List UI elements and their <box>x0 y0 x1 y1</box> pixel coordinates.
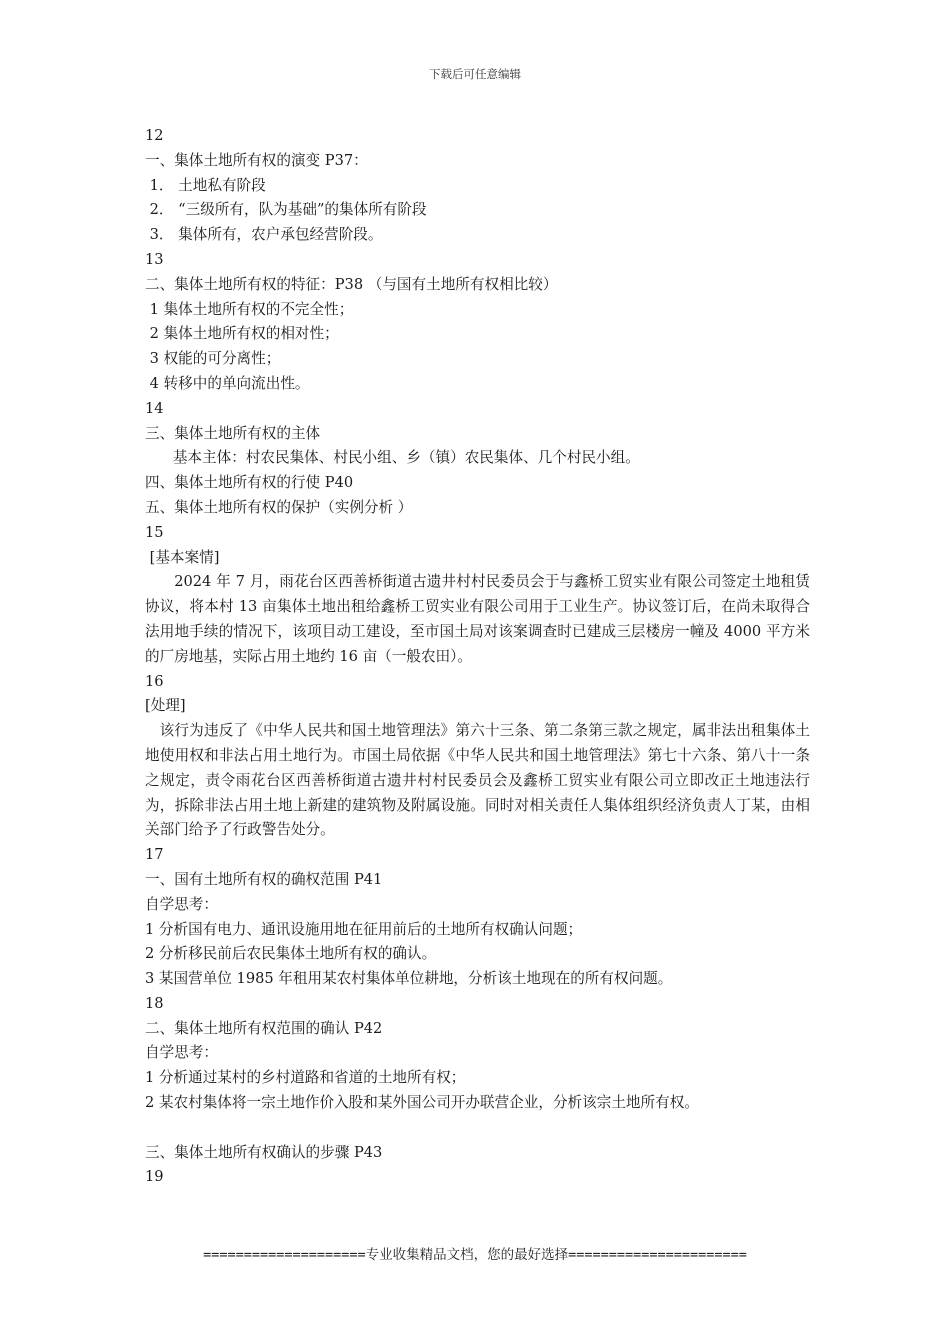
slide-number: 14 <box>145 399 164 417</box>
body-text: 基本主体：村农民集体、村民小组、乡（镇）农民集体、几个村民小组。 <box>145 449 640 467</box>
list-item: 1 分析国有电力、通讯设施用地在征用前后的土地所有权确认问题； <box>145 920 583 938</box>
list-item: 2． “三级所有，队为基础”的集体所有阶段 <box>145 201 427 219</box>
list-item: 4 转移中的单向流出性。 <box>145 374 310 392</box>
subheading: 自学思考： <box>145 895 218 913</box>
slide-number: 12 <box>145 127 164 144</box>
page-footer: ====================专业收集精品文档，您的最好选择====================== <box>203 1247 747 1263</box>
handling-paragraph: 该行为违反了《中华人民共和国土地管理法》第六十三条、第二条第三款之规定，属非法出租集体土地使用权和非法占用土地行为。市国土局依据《中华人民共和国土地管理法》第七十六条、第八十一条之规定，责令雨花台区西善桥街道古遗井村村民委员会及鑫桥工贸实业有限公司立即改正土地违法行为，拆除非法占用土地上新建的建筑物及附属设施。同时对相关责任人集体组织经济负责人丁某，由相关部门给予了行政警告处分。 <box>145 722 810 839</box>
section-heading: 二、集体土地所有权的特征：P38 （与国有土地所有权相比较） <box>145 275 558 293</box>
list-item: 3． 集体所有，农户承包经营阶段。 <box>145 226 383 244</box>
section-heading: 一、集体土地所有权的演变 P37： <box>145 151 368 169</box>
section-heading: 三、集体土地所有权确认的步骤 P43 <box>145 1143 383 1161</box>
list-item: 1 分析通过某村的乡村道路和省道的土地所有权； <box>145 1069 466 1087</box>
page-header: 下载后可任意编辑 <box>429 67 521 81</box>
slide-number: 19 <box>145 1168 164 1186</box>
case-paragraph: 2024 年 7 月，雨花台区西善桥街道古遗井村村民委员会于与鑫桥工贸实业有限公司签定土地租赁协议，将本村 13 亩集体土地出租给鑫桥工贸实业有限公司用于工业生产。协议签订后，在尚未取得合法用地手续的情况下，该项目动工建设，至市国土局对该案调查时已建成三层楼房一幢及 4000 平方米的厂房地基，实际占用土地约 16 亩（一般农田）。 <box>145 573 810 665</box>
slide-number: 15 <box>145 523 164 541</box>
section-heading: 二、集体土地所有权范围的确认 P42 <box>145 1019 383 1037</box>
case-label: [基本案情] <box>145 548 220 566</box>
list-item: 2 某农村集体将一宗土地作价入股和某外国公司开办联营企业，分析该宗土地所有权。 <box>145 1094 699 1112</box>
list-item: 1 集体土地所有权的不完全性； <box>145 300 354 318</box>
slide-number: 16 <box>145 672 164 690</box>
document-body <box>145 124 810 1190</box>
section-heading: 三、集体土地所有权的主体 <box>145 424 321 442</box>
list-item: 2 分析移民前后农民集体土地所有权的确认。 <box>145 945 437 963</box>
subheading: 自学思考： <box>145 1044 218 1062</box>
slide-number: 17 <box>145 846 164 864</box>
list-item: 2 集体土地所有权的相对性； <box>145 325 339 343</box>
case-label: [处理] <box>145 697 186 715</box>
slide-number: 18 <box>145 994 164 1012</box>
blank-line <box>145 1116 810 1141</box>
section-heading: 一、国有土地所有权的确权范围 P41 <box>145 870 383 888</box>
section-heading: 五、集体土地所有权的保护（实例分析 ） <box>145 498 413 516</box>
list-item: 1． 土地私有阶段 <box>145 176 266 194</box>
list-item: 3 权能的可分离性； <box>145 350 281 368</box>
section-heading: 四、集体土地所有权的行使 P40 <box>145 474 354 492</box>
slide-number: 13 <box>145 250 164 268</box>
list-item: 3 某国营单位 1985 年租用某农村集体单位耕地，分析该土地现在的所有权问题。 <box>145 970 673 988</box>
